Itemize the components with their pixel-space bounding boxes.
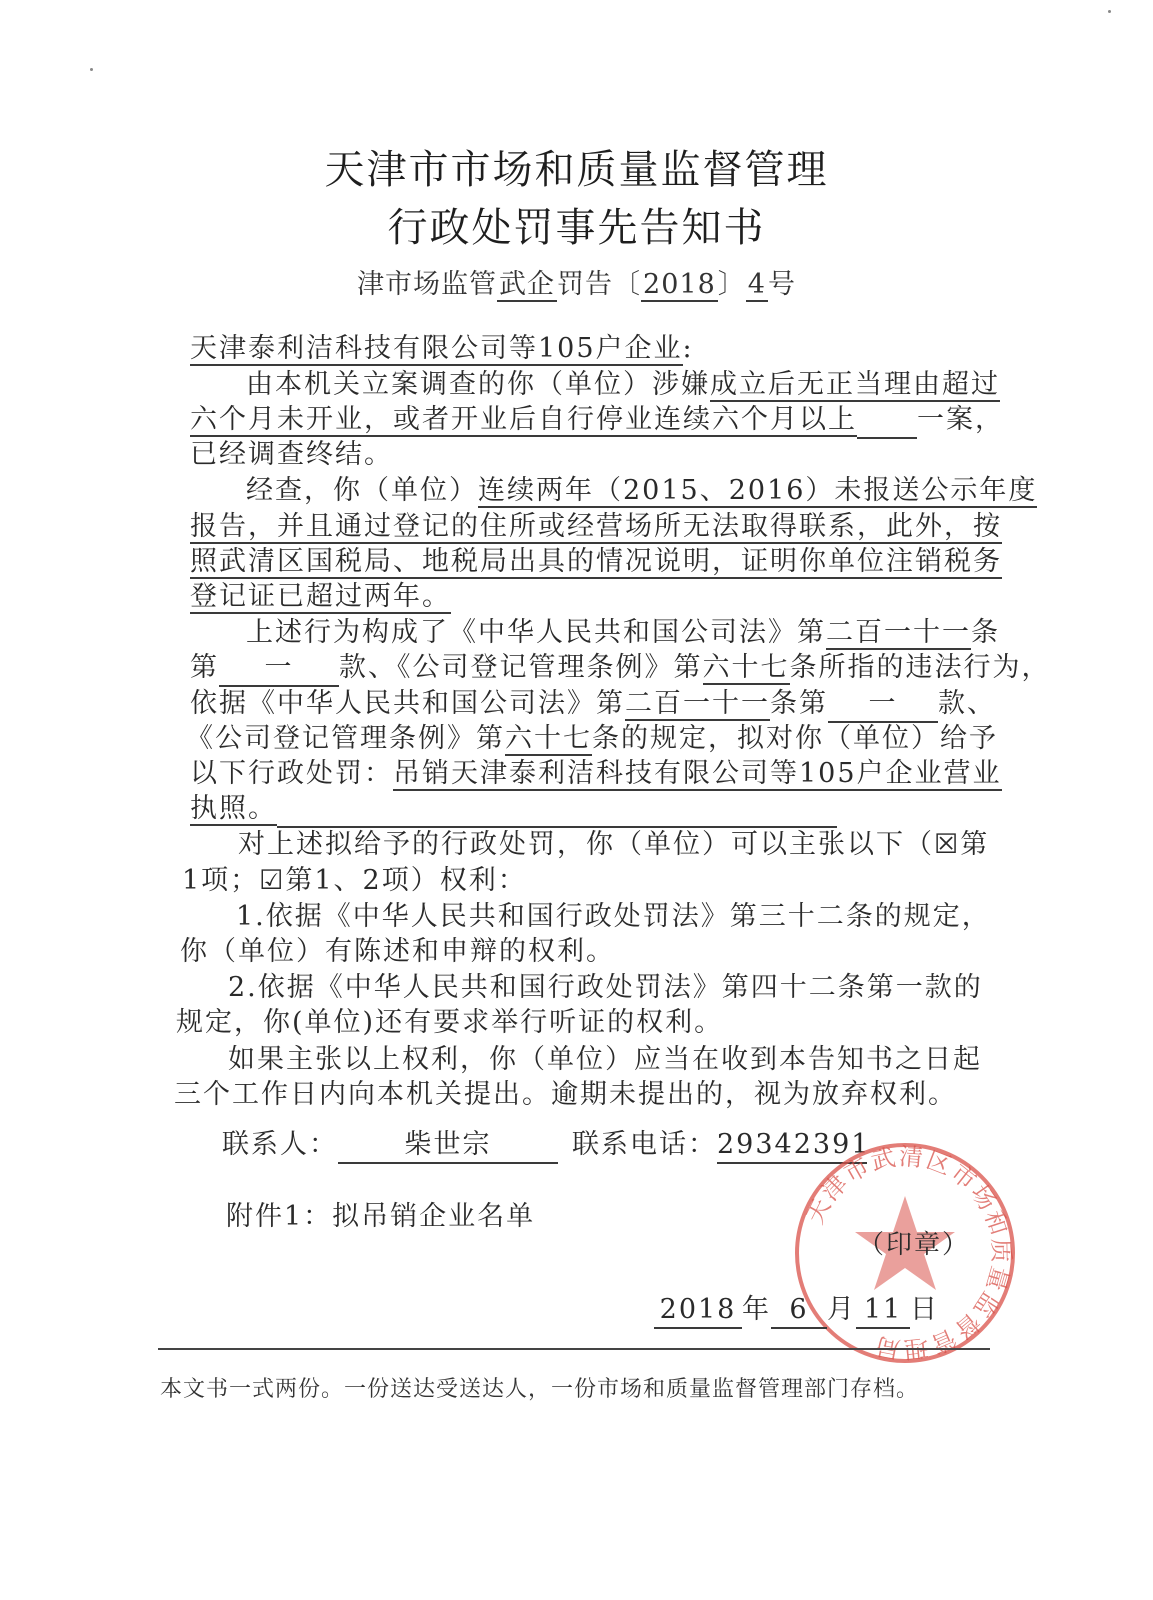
para3-line5 [190, 757, 1002, 791]
date-day-unit: 日 [910, 1294, 939, 1325]
para3-l5b: 吊销天津泰利洁科技有限公司等105户企业营业 [393, 758, 1002, 789]
document-title-line2: 行政处罚事先告知书 [387, 205, 766, 251]
docno-mid: 罚告〔 [557, 269, 642, 300]
para3-l3e: 款、 [938, 688, 996, 719]
para4-note-a: 如果主张以上权利，你（单位）应当在收到本告知书之日起 [228, 1044, 982, 1075]
para3-l2c: 款、《公司登记管理条例》第 [339, 652, 703, 683]
date-month: 6 [771, 1293, 827, 1329]
docno-close: 〕 [717, 269, 746, 300]
para3-l3d: 一 [828, 687, 938, 723]
para3-l5a: 以下行政处罚： [190, 758, 393, 789]
para2-line3 [190, 545, 1002, 579]
para3-l3a: 依据《中华人民共和国公司法》第 [190, 688, 625, 719]
para4-note-b: 三个工作日内向本机关提出。逾期未提出的，视为放弃权利。 [174, 1079, 957, 1110]
addressee [190, 332, 694, 366]
para1-line3: 已经调查终结。 [190, 439, 393, 470]
para3-line4 [186, 722, 998, 756]
para3-l3b: 二百一十一 [625, 688, 770, 719]
document-title-line1: 天津市市场和质量监督管理 [324, 147, 829, 193]
para3-l1c: 条 [971, 617, 1000, 648]
para4-item1a: 1.依据《中华人民共和国行政处罚法》第三十二条的规定， [236, 901, 991, 932]
para3-line1 [246, 616, 1000, 650]
scan-speck [90, 68, 93, 71]
para1-tail: 一案， [917, 404, 1004, 435]
date [654, 1293, 939, 1329]
contact-row [222, 1128, 871, 1164]
date-day: 11 [856, 1293, 910, 1329]
para3-l3c: 条第 [770, 688, 828, 719]
para3-l1b: 二百一十一 [826, 617, 971, 648]
addressee-name: 天津泰利洁科技有限公司等105户企业 [190, 333, 683, 364]
para4-item2a: 2.依据《中华人民共和国行政处罚法》第四十二条第一款的 [228, 972, 983, 1003]
para3-l6-blank [277, 792, 837, 828]
seal-ring-text: 天津市武清区市场和质量监督管理局 [800, 1142, 1016, 1364]
docno-suffix: 号 [767, 269, 796, 300]
para2-l3: 照武清区国税局、地税局出具的情况说明，证明你单位注销税务 [190, 546, 1002, 577]
attachment: 附件1：拟吊销企业名单 [226, 1201, 536, 1232]
contact-person-label: 联系人： [222, 1129, 338, 1160]
docno-year: 2018 [643, 269, 716, 300]
para1-line2 [190, 403, 1004, 439]
docno-region: 武企 [499, 269, 556, 300]
para3-line6 [190, 792, 837, 828]
seal-label: （印章） [858, 1230, 971, 1260]
para1-case-b: 六个月未开业，或者开业后自行停业连续六个月以上 [190, 404, 857, 435]
scan-speck [1108, 10, 1111, 13]
para4-line2: 1项；☑第1、2项）权利： [182, 865, 527, 896]
document-number [0, 262, 1153, 301]
para1-intro: 由本机关立案调查的你（单位）涉嫌 [246, 369, 710, 400]
para3-l4b: 六十七 [505, 723, 592, 754]
para2-line1 [246, 474, 1037, 508]
contact-phone-label: 联系电话： [572, 1129, 717, 1160]
para4-item2b: 规定，你(单位)还有要求举行听证的权利。 [176, 1007, 724, 1038]
para2-line2 [190, 510, 1002, 544]
para3-l2d: 六十七 [702, 652, 790, 683]
para1-line1 [246, 368, 1000, 402]
docno-num: 4 [747, 269, 766, 300]
para3-l4c: 条的规定，拟对你（单位）给予 [592, 723, 998, 754]
date-year-unit: 年 [742, 1294, 771, 1325]
para1-case-a: 成立后无正当理由超过 [710, 369, 1000, 400]
para4-item1b: 你（单位）有陈述和申辩的权利。 [180, 936, 615, 967]
contact-phone: 29342391 [717, 1128, 867, 1164]
para1-blank [857, 403, 917, 439]
para4-line1: 对上述拟给予的行政处罚，你（单位）可以主张以下（☒第 [238, 829, 990, 860]
para3-line3 [190, 687, 996, 723]
para2-l4: 登记证已超过两年。 [190, 581, 451, 612]
contact-person: 柴世宗 [338, 1128, 558, 1164]
para2-l1: 连续两年（2015、2016）未报送公示年度 [478, 475, 1038, 506]
footer-note: 本文书一式两份。一份送达受送达人，一份市场和质量监督管理部门存档。 [160, 1377, 920, 1402]
date-month-unit: 月 [827, 1294, 856, 1325]
para3-l1a: 上述行为构成了《中华人民共和国公司法》第 [246, 617, 826, 648]
para3-l6: 执照。 [190, 793, 277, 824]
para3-l4a: 《公司登记管理条例》第 [186, 723, 505, 754]
para2-line4 [190, 580, 451, 614]
para3-l2a: 第 [190, 652, 219, 683]
para3-l2b: 一 [219, 651, 339, 687]
footer-rule [158, 1348, 990, 1350]
para2-l2: 报告，并且通过登记的住所或经营场所无法取得联系，此外，按 [190, 511, 1002, 542]
para3-line2 [190, 651, 1051, 687]
para2-lead: 经查，你（单位） [246, 475, 478, 506]
date-year: 2018 [654, 1293, 742, 1329]
docno-prefix: 津市场监管 [357, 269, 498, 300]
addressee-colon: : [682, 333, 694, 364]
para3-l2e: 条所指的违法行为， [789, 652, 1051, 683]
